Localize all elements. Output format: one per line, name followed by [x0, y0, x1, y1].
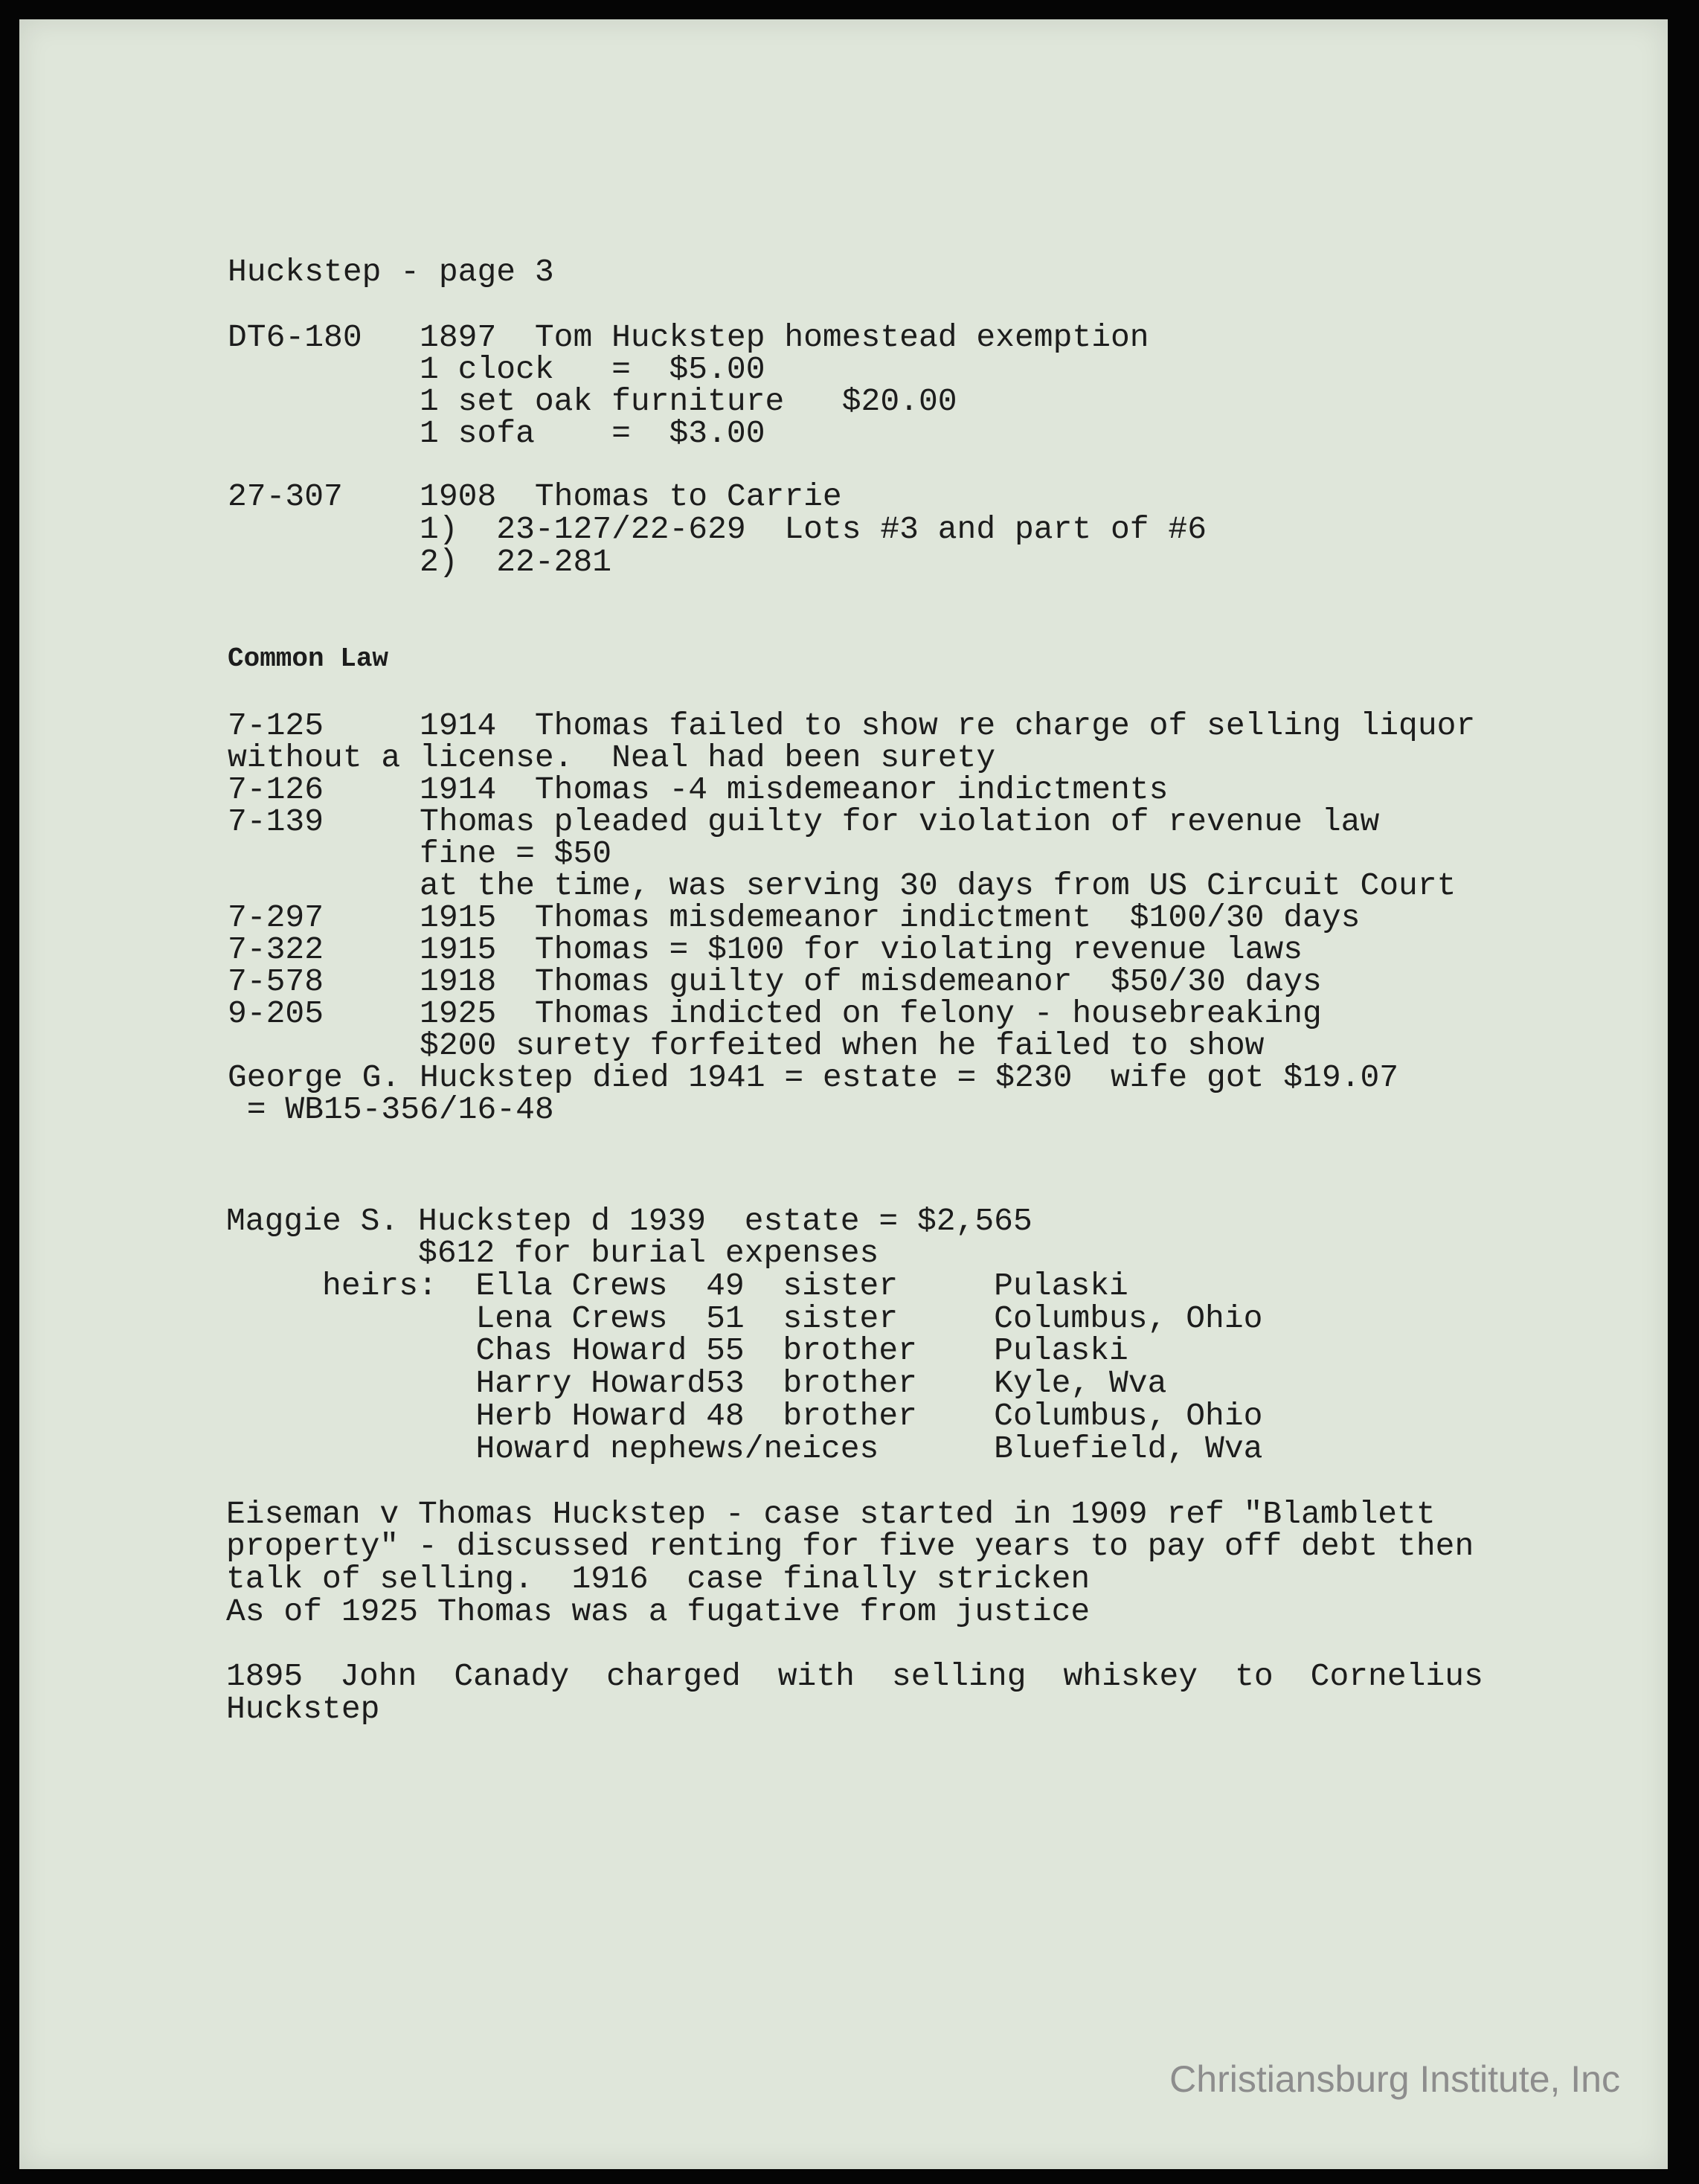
- court-record-line: = WB15-356/16-48: [228, 1091, 554, 1128]
- heir-row: Howard nephews/neices Bluefield, Wva: [226, 1430, 1263, 1467]
- case-note-line: talk of selling. 1916 case finally stricken: [226, 1561, 1091, 1597]
- canady-word: 1895: [226, 1658, 303, 1695]
- estate-line: Maggie S. Huckstep d 1939 estate = $2,565: [226, 1203, 1032, 1239]
- page-title: Huckstep - page 3: [228, 254, 554, 290]
- canady-word: charged: [606, 1658, 741, 1695]
- deed-line: 1 sofa = $3.00: [228, 415, 765, 452]
- court-record-line: George G. Huckstep died 1941 = estate = $230 wife got $19.07: [228, 1059, 1399, 1096]
- court-record-line: 7-139 Thomas pleaded guilty for violation of revenue law: [228, 803, 1380, 840]
- deed-line: 27-307 1908 Thomas to Carrie: [228, 478, 842, 515]
- court-record-line: $200 surety forfeited when he failed to show: [228, 1027, 1265, 1064]
- heir-row: heirs: Ella Crews 49 sister Pulaski: [226, 1268, 1128, 1304]
- court-record-line: 9-205 1925 Thomas indicted on felony - housebreaking: [228, 995, 1322, 1032]
- case-note-line: As of 1925 Thomas was a fugative from justice: [226, 1593, 1091, 1630]
- canady-entry-continuation: Huckstep: [226, 1691, 380, 1727]
- heir-row: Herb Howard 48 brother Columbus, Ohio: [226, 1398, 1263, 1434]
- case-note-line: property" - discussed renting for five years to pay off debt then: [226, 1528, 1474, 1564]
- court-record-line: 7-297 1915 Thomas misdemeanor indictment $100/30 days: [228, 899, 1361, 936]
- heir-row: Lena Crews 51 sister Columbus, Ohio: [226, 1300, 1263, 1337]
- deed-line: 1) 23-127/22-629 Lots #3 and part of #6: [228, 511, 1207, 547]
- deed-line: 2) 22-281: [228, 544, 612, 580]
- court-record-line: fine = $50: [228, 835, 612, 872]
- estate-line: $612 for burial expenses: [226, 1235, 879, 1271]
- heir-row: Harry Howard53 brother Kyle, Wva: [226, 1365, 1167, 1401]
- court-record-line: at the time, was serving 30 days from US Circuit Court: [228, 867, 1456, 904]
- document-page: [19, 19, 1668, 2169]
- court-record-line: 7-126 1914 Thomas -4 misdemeanor indictments: [228, 771, 1169, 808]
- canady-word: selling: [891, 1658, 1027, 1695]
- court-record-line: 7-322 1915 Thomas = $100 for violating revenue laws: [228, 931, 1303, 968]
- canady-word: whiskey: [1063, 1658, 1198, 1695]
- canady-word: Cornelius: [1310, 1658, 1483, 1695]
- canady-word: Canady: [454, 1658, 570, 1695]
- canady-entry-line: [226, 1658, 1483, 1695]
- deed-line: DT6-180 1897 Tom Huckstep homestead exemption: [228, 319, 1149, 356]
- canady-word: John: [340, 1658, 417, 1695]
- deed-line: 1 set oak furniture $20.00: [228, 383, 957, 420]
- heir-row: Chas Howard 55 brother Pulaski: [226, 1332, 1128, 1369]
- deed-line: 1 clock = $5.00: [228, 351, 765, 388]
- section-heading: Common Law: [228, 643, 389, 674]
- court-record-line: 7-125 1914 Thomas failed to show re charge of selling liquor: [228, 707, 1476, 744]
- court-record-line: 7-578 1918 Thomas guilty of misdemeanor $50/30 days: [228, 963, 1322, 1000]
- watermark-text: Christiansburg Institute, Inc: [1169, 2058, 1620, 2100]
- canady-word: with: [777, 1658, 855, 1695]
- case-note-line: Eiseman v Thomas Huckstep - case started in 1909 ref "Blamblett: [226, 1496, 1436, 1532]
- court-record-line: without a license. Neal had been surety: [228, 739, 996, 776]
- canady-word: to: [1235, 1658, 1274, 1695]
